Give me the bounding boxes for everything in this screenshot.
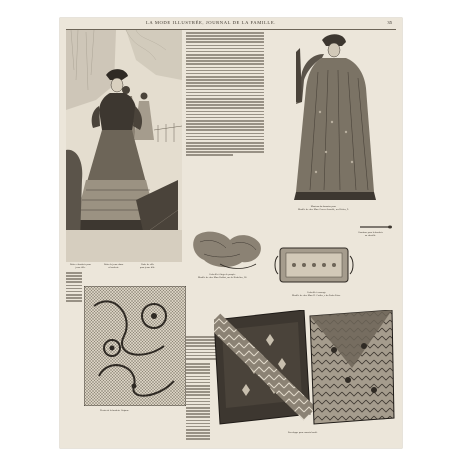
tray-caption-line2: Modèle de chez Mme H. Carlier, r. du Faub.-Poiss. (292, 293, 341, 297)
tray-caption-line1: Corbeille à ouvrage (306, 291, 326, 294)
garnish-caption (358, 232, 383, 238)
magazine-page (60, 18, 402, 448)
lace-panel-caption: Dessin de la broderie Guipure. (100, 409, 130, 412)
doll-linen-basket-illustration (190, 228, 268, 272)
page-number: 35 (387, 20, 392, 25)
fashion-left-caption-line2: jeune fille. (75, 265, 86, 269)
garnish-caption-line1: Garniture pour la broderie (358, 231, 384, 234)
fashion-mid-caption-line2: et broderie. (108, 265, 120, 269)
fashion-mid-caption-line1: Robe de jeune dame (104, 263, 124, 266)
fashion-left-caption-line1: Robe et broderie pour (70, 263, 91, 266)
fashion-right-caption-line2: pour jeune fille. (140, 265, 156, 269)
main-text-column (186, 32, 264, 158)
mantle-caption (298, 206, 349, 212)
mantle-caption-line1: Manteau du domaine pour (310, 205, 336, 208)
basket-caption (198, 274, 247, 280)
cushion-envelope-illustration (214, 310, 396, 428)
tray-caption (292, 292, 341, 298)
narrow-text-column (186, 363, 210, 442)
left-text-column (66, 272, 82, 303)
fashion-right-caption (140, 264, 155, 270)
basket-caption-line1: Corbeille à linge de poupée. (209, 273, 236, 276)
mantle-figure-illustration (282, 32, 394, 204)
mantle-caption-line2: Modèle de chez Mme Guerre-Lassalle, rue Richer, 9. (298, 207, 349, 211)
fashion-mid-caption (104, 264, 123, 270)
envelope-panel-caption: Enveloppe pour coussin brodé. (288, 431, 318, 434)
garnish-caption-line2: au chenille. (365, 233, 377, 237)
fashion-left-caption (70, 264, 91, 270)
lace-pattern-illustration (84, 286, 186, 406)
work-basket-illustration (274, 242, 354, 288)
fashion-right-caption-line1: Robe de ville (141, 263, 154, 266)
fashion-plate-illustration (66, 30, 182, 262)
running-title: LA MODE ILLUSTRÉE, JOURNAL DE LA FAMILLE. (146, 20, 276, 25)
garnish-illustration (360, 224, 392, 230)
basket-caption-line2: Modèle de chez Mme Roblot, rue de Richelieu, 38. (198, 275, 247, 279)
page-header (60, 20, 402, 28)
